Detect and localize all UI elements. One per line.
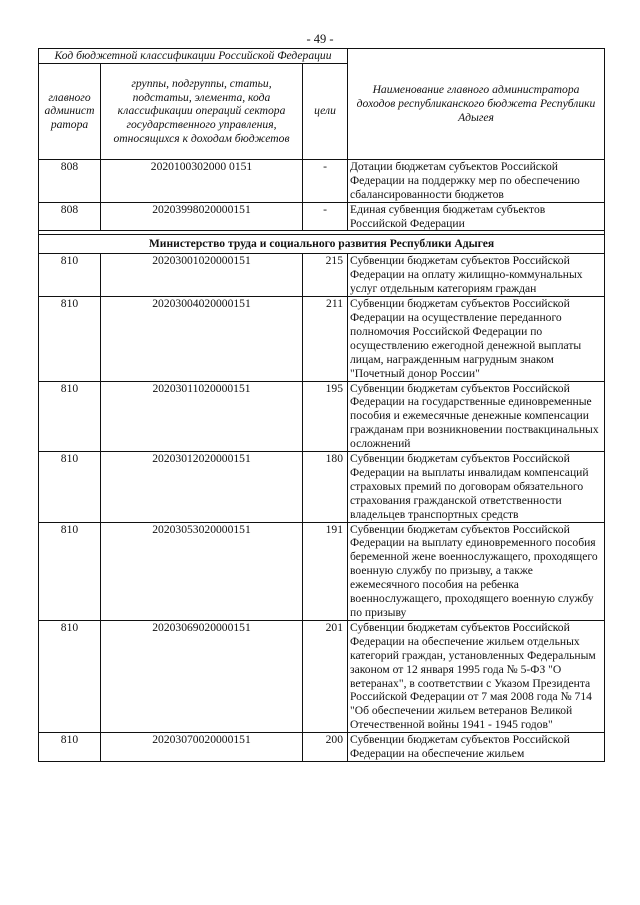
section-row [39, 235, 605, 254]
budget-code-header: Код бюджетной классификации Российской Федерации [39, 49, 348, 64]
groups-column-header: группы, подгруппы, статьи, подстатьи, элемента, кода классификации операций сектора государственного управления, относящихся к доходам бюджетов [101, 63, 303, 159]
admin-code: 810 [39, 297, 101, 381]
revenue-name: Субвенции бюджетам субъектов Российской Федерации на выплату единовременного пособия беременной жене военнослужащего, проходящего военную службу по призыву, а также ежемесячного пособия на ребенка военнослужащего, проходящего военную службу по призыву [348, 522, 605, 620]
admin-code: 810 [39, 522, 101, 620]
admin-code: 808 [39, 202, 101, 231]
classification-code: 20203070020000151 [101, 733, 303, 762]
classification-code: 2020100302000 0151 [101, 159, 303, 202]
purpose-code: 195 [303, 381, 348, 452]
admin-code: 810 [39, 733, 101, 762]
admin-code: 810 [39, 452, 101, 523]
purpose-code: - [303, 202, 348, 231]
admin-code: 810 [39, 254, 101, 297]
purpose-code: 191 [303, 522, 348, 620]
administrator-name-header: Наименование главного администратора доходов республиканского бюджета Республики Адыгея [348, 49, 605, 160]
table-row [39, 159, 605, 202]
purpose-code: 201 [303, 620, 348, 732]
revenue-name: Субвенции бюджетам субъектов Российской Федерации на обеспечение жильем отдельных категорий граждан, установленных Федеральным законом от 12 января 1995 года № 5-ФЗ "О ветеранах", в соответствии с Указом Президента Российской Федерации от 7 мая 2008 года № 714 "Об обеспечении жильем ветеранов Великой Отечественной войны 1941 - 1945 годов" [348, 620, 605, 732]
revenue-name: Единая субвенция бюджетам субъектов Российской Федерации [348, 202, 605, 231]
page-number: - 49 - [306, 32, 334, 46]
table-row [39, 254, 605, 297]
classification-code: 20203001020000151 [101, 254, 303, 297]
admin-column-header: главного админист ратора [39, 63, 101, 159]
table-row [39, 381, 605, 452]
revenue-name: Субвенции бюджетам субъектов Российской Федерации на осуществление переданного полномочия Российской Федерации по осуществлению ежегодной денежной выплаты лицам, награжденным нагрудным знаком "Почетный донор России" [348, 297, 605, 381]
purpose-code: 200 [303, 733, 348, 762]
classification-code: 20203004020000151 [101, 297, 303, 381]
admin-code: 808 [39, 159, 101, 202]
table-row [39, 620, 605, 732]
purpose-code: 180 [303, 452, 348, 523]
purpose-code: - [303, 159, 348, 202]
classification-code: 20203012020000151 [101, 452, 303, 523]
section-title: Министерство труда и социального развития Республики Адыгея [39, 235, 605, 254]
classification-code: 20203011020000151 [101, 381, 303, 452]
table-row [39, 522, 605, 620]
revenue-name: Субвенции бюджетам субъектов Российской Федерации на оплату жилищно-коммунальных услуг отдельным категориям граждан [348, 254, 605, 297]
admin-code: 810 [39, 381, 101, 452]
table-row [39, 202, 605, 231]
purpose-code: 215 [303, 254, 348, 297]
revenue-name: Субвенции бюджетам субъектов Российской Федерации на государственные единовременные пособия и ежемесячные денежные компенсации гражданам при возникновении поствакцинальных осложнений [348, 381, 605, 452]
header-row-1 [39, 49, 605, 64]
table-row [39, 733, 605, 762]
revenue-name: Субвенции бюджетам субъектов Российской Федерации на выплаты инвалидам компенсаций страховых премий по договорам обязательного страхования гражданской ответственности владельцев транспортных средств [348, 452, 605, 523]
table-row [39, 297, 605, 381]
budget-classification-table [38, 48, 605, 762]
purpose-column-header: цели [303, 63, 348, 159]
purpose-code: 211 [303, 297, 348, 381]
revenue-name: Субвенции бюджетам субъектов Российской Федерации на обеспечение жильем [348, 733, 605, 762]
classification-code: 20203069020000151 [101, 620, 303, 732]
revenue-name: Дотации бюджетам субъектов Российской Федерации на поддержку мер по обеспечению сбалансированности бюджетов [348, 159, 605, 202]
table-row [39, 452, 605, 523]
classification-code: 20203053020000151 [101, 522, 303, 620]
classification-code: 20203998020000151 [101, 202, 303, 231]
admin-code: 810 [39, 620, 101, 732]
